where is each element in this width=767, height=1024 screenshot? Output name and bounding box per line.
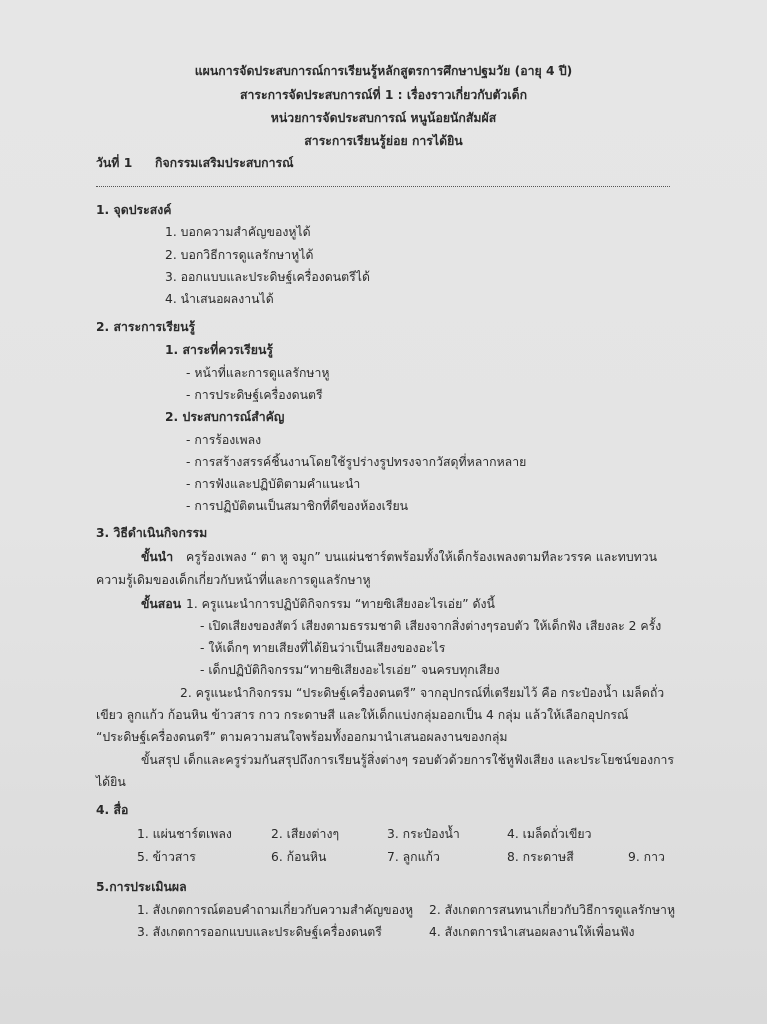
- objective-item: 2. บอกวิธีการดูแลรักษาหูได้: [165, 248, 314, 262]
- intro-step-text: ครูร้องเพลง “ ตา หู จมูก” บนแผ่นชาร์ตพร้อมทั้งให้เด็กร้องเพลงตามทีละวรรค และทบทวน: [186, 550, 658, 564]
- experience-item: - การร้องเพลง: [186, 433, 262, 447]
- teach-step-2-cont: “ประดิษฐ์เครื่องดนตรี” ตามความสนใจพร้อมทั้งออกมานำเสนอผลงานของกลุ่ม: [96, 730, 508, 744]
- evaluation-item: 3. สังเกตการออกแบบและประดิษฐ์เครื่องดนตรี: [137, 925, 382, 939]
- teach-step-label: ขั้นสอน: [141, 597, 182, 611]
- media-item: 7. ลูกแก้ว: [387, 850, 440, 864]
- experience-item: - การฟังและปฏิบัติตามคำแนะนำ: [186, 477, 361, 491]
- day-activity: กิจกรรมเสริมประสบการณ์: [155, 156, 294, 170]
- objective-item: 4. นำเสนอผลงานได้: [165, 292, 274, 306]
- section-media-title: 4. สื่อ: [96, 803, 129, 817]
- evaluation-item: 1. สังเกตการณ์ตอบคำถามเกี่ยวกับความสำคัญของหู: [137, 903, 414, 917]
- teach-step-1-item: - ให้เด็กๆ ทายเสียงที่ได้ยินว่าเป็นเสียงของอะไร: [200, 641, 446, 655]
- content-subtitle-should-learn: 1. สาระที่ควรเรียนรู้: [165, 343, 273, 357]
- teach-step-1-item: - เปิดเสียงของสัตว์ เสียงตามธรรมชาติ เสียงจากสิ่งต่างๆรอบตัว ให้เด็กฟัง เสียงละ 2 ครั้ง: [200, 619, 662, 633]
- teach-step-1-item: - เด็กปฏิบัติกิจกรรม“ทายซิเสียงอะไรเอ่ย” จนครบทุกเสียง: [200, 663, 500, 677]
- media-item: 5. ข้าวสาร: [137, 850, 196, 864]
- plan-title: แผนการจัดประสบการณ์การเรียนรู้หลักสูตรการศึกษาปฐมวัย (อายุ 4 ปี): [194, 64, 573, 78]
- media-item: 1. แผ่นชาร์ตเพลง: [137, 827, 232, 841]
- teach-step-1: 1. ครูแนะนำการปฏิบัติกิจกรรม “ทายซิเสียงอะไรเอ่ย” ดังนี้: [186, 597, 495, 611]
- media-item: 6. ก้อนหิน: [271, 850, 327, 864]
- section-procedure-title: 3. วิธีดำเนินกิจกรรม: [96, 526, 208, 540]
- conclude-step: ขั้นสรุป เด็กและครูร่วมกันสรุปถึงการเรียนรู้สิ่งต่างๆ รอบตัวด้วยการใช้หูฟังเสียง และประโยชน์ของการ: [141, 753, 675, 767]
- day-label: วันที่ 1: [96, 156, 133, 170]
- experience-item: - การสร้างสรรค์ชิ้นงานโดยใช้รูปร่างรูปทรงจากวัสดุที่หลากหลาย: [186, 455, 527, 469]
- section-objectives-title: 1. จุดประสงค์: [96, 203, 172, 217]
- media-item: 3. กระป๋องน้ำ: [387, 827, 460, 841]
- section-evaluation-title: 5.การประเมินผล: [96, 880, 187, 894]
- experience-subject: สาระการจัดประสบการณ์ที่ 1 : เรื่องราวเกี่ยวกับตัวเด็ก: [239, 88, 528, 102]
- experience-item: - การปฏิบัติตนเป็นสมาชิกที่ดีของห้องเรียน: [186, 499, 409, 513]
- media-item: 9. กาว: [628, 850, 665, 864]
- intro-step-text-cont: ความรู้เดิมของเด็กเกี่ยวกับหน้าที่และการดูแลรักษาหู: [96, 573, 371, 587]
- evaluation-item: 2. สังเกตการสนทนาเกี่ยวกับวิธีการดูแลรักษาหู: [429, 903, 676, 917]
- objective-item: 3. ออกแบบและประดิษฐ์เครื่องดนตรีได้: [165, 270, 370, 284]
- content-item: - การประดิษฐ์เครื่องดนตรี: [186, 388, 323, 402]
- objective-item: 1. บอกความสำคัญของหูได้: [165, 225, 311, 239]
- teach-step-2: 2. ครูแนะนำกิจกรรม “ประดิษฐ์เครื่องดนตรี” จากอุปกรณ์ที่เตรียมไว้ คือ กระป๋องน้ำ เมล็ดถั่ว: [180, 686, 665, 700]
- sub-learning-content: สาระการเรียนรู้ย่อย การได้ยิน: [304, 134, 463, 148]
- intro-step-label: ขั้นนำ: [141, 550, 174, 564]
- section-learning-content-title: 2. สาระการเรียนรู้: [96, 320, 196, 334]
- dotted-divider: [96, 186, 670, 187]
- media-item: 8. กระดาษสี: [507, 850, 574, 864]
- content-item: - หน้าที่และการดูแลรักษาหู: [186, 366, 330, 380]
- experience-unit: หน่วยการจัดประสบการณ์ หนูน้อยนักสัมผัส: [270, 111, 497, 125]
- teach-step-2-cont: เขียว ลูกแก้ว ก้อนหิน ข้าวสาร กาว กระดาษสี และให้เด็กแบ่งกลุ่มออกเป็น 4 กลุ่ม แล้วให้เลือกอุปกรณ์: [96, 708, 629, 722]
- evaluation-item: 4. สังเกตการนำเสนอผลงานให้เพื่อนฟัง: [429, 925, 635, 939]
- media-item: 4. เมล็ดถั่วเขียว: [507, 827, 592, 841]
- media-item: 2. เสียงต่างๆ: [271, 827, 340, 841]
- conclude-step-cont: ได้ยิน: [96, 775, 126, 789]
- content-subtitle-key-experience: 2. ประสบการณ์สำคัญ: [165, 410, 285, 424]
